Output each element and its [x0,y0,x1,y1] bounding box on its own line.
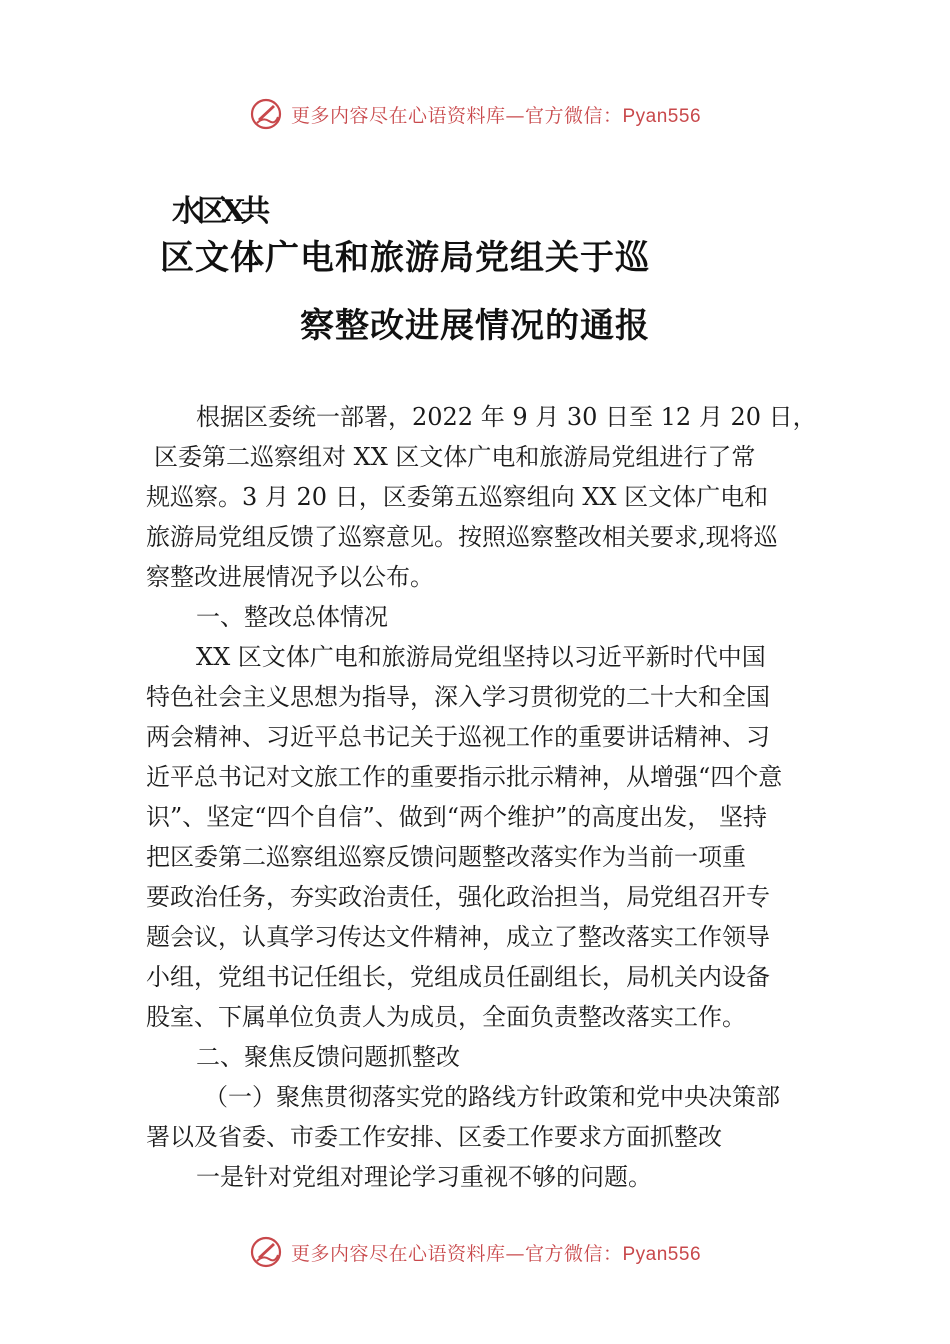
body-line: 把区委第二巡察组巡察反馈问题整改落实作为当前一项重 [146,843,746,871]
logo-icon [249,1235,283,1269]
watermark-text: 更多内容尽在心语资料库—官方微信：Pyan556 [290,104,702,127]
body-line: 旅游局党组反馈了巡察意见。按照巡察整改相关要求,现将巡 [146,523,778,551]
wechat-id: Pyan556 [622,105,702,127]
watermark-top [0,94,950,134]
section-heading: 一、整改总体情况 [196,603,388,631]
section-heading: 二、聚焦反馈问题抓整改 [196,1043,460,1071]
body-line: 根据区委统一部署，2022 年 9 月 30 日至 12 月 20 日， [196,403,817,431]
body-line: XX 区文体广电和旅游局党组坚持以习近平新时代中国 [196,643,766,671]
wechat-id: Pyan556 [622,1243,702,1265]
stamp-text: 水区X共 [172,194,266,229]
document-title-line-2: 察整改进展情况的通报 [300,306,650,346]
body-line: 股室、下属单位负责人为成员，全面负责整改落实工作。 [146,1003,746,1031]
body-line: 区委第二巡察组对 XX 区文体广电和旅游局党组进行了常 [154,443,756,471]
document-title-line-1: 区文体广电和旅游局党组关于巡 [160,238,650,278]
watermark-text: 更多内容尽在心语资料库—官方微信：Pyan556 [290,1242,702,1265]
body-line: 一是针对党组对理论学习重视不够的问题。 [196,1163,652,1191]
body-line: 题会议，认真学习传达文件精神，成立了整改落实工作领导 [146,923,770,951]
body-line: 识”、坚定“四个自信”、做到“两个维护”的高度出发， 坚持 [146,803,767,831]
body-line: 小组，党组书记任组长，党组成员任副组长，局机关内设备 [146,963,770,991]
body-line: 察整改进展情况予以公布。 [146,563,434,591]
body-line: 署以及省委、市委工作安排、区委工作要求方面抓整改 [146,1123,722,1151]
document-body [146,397,826,1197]
subsection-heading: （一）聚焦贯彻落实党的路线方针政策和党中央决策部 [204,1083,780,1111]
body-line: 近平总书记对文旅工作的重要指示批示精神，从增强“四个意 [146,763,783,791]
logo-icon [249,97,283,131]
body-line: 规巡察。3 月 20 日，区委第五巡察组向 XX 区文体广电和 [146,483,769,511]
body-line: 两会精神、习近平总书记关于巡视工作的重要讲话精神、习 [146,723,770,751]
watermark-bottom [0,1232,950,1272]
body-line: 要政治任务，夯实政治责任，强化政治担当，局党组召开专 [146,883,770,911]
body-line: 特色社会主义思想为指导，深入学习贯彻党的二十大和全国 [146,683,770,711]
